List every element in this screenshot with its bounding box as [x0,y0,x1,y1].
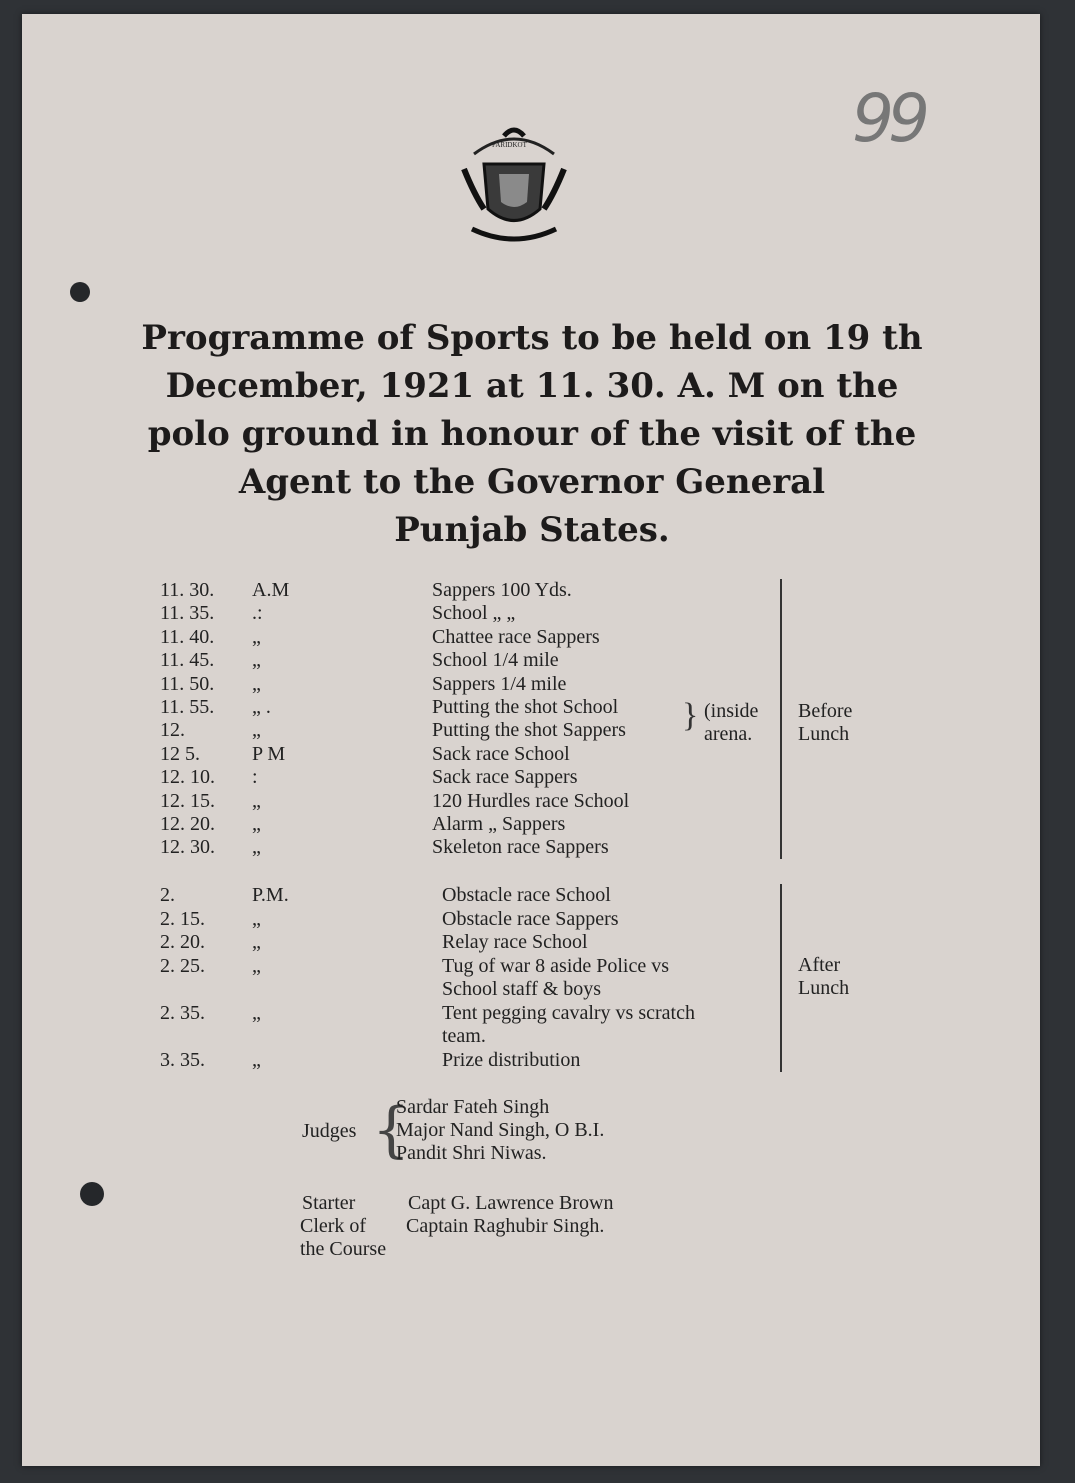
schedule-time-suffix: .: [252,602,263,625]
schedule-time-suffix: A.M [252,579,290,601]
schedule-event: Chattee race Sappers [432,625,600,648]
schedule-event: Tent pegging cavalry vs scratch [442,1001,695,1024]
schedule-event: Sack race School [432,742,570,765]
judges-label: Judges [302,1120,357,1142]
schedule-event: Sappers 100 Yds. [432,579,572,601]
after-lunch-label: After Lunch [798,954,850,999]
schedule-time-suffix: „ [252,813,261,835]
schedule-event: Putting the shot Sappers [432,719,626,742]
schedule-time-suffix: „ [252,954,261,977]
punch-hole [80,1182,104,1206]
title-line: polo ground in honour of the visit of the [147,414,917,454]
title-line: Programme of Sports to be held on 19 th [141,318,923,358]
schedule-event: team. [442,1025,486,1047]
schedule-event: School 1/4 mile [432,649,559,672]
clerk-label: Clerk of the Course [300,1215,387,1260]
crest-motto: FARIDKOT [492,141,527,149]
schedule-time: 2. 25. [160,954,205,977]
schedule-event: Sack race Sappers [432,766,578,789]
schedule-time: 11. 55. [160,696,215,718]
schedule-time: 2. 20. [160,931,205,953]
schedule-time-suffix: „ [252,719,261,742]
schedule-time-suffix: „ [252,649,261,672]
title-line: Punjab States. [394,510,670,550]
coat-of-arms-crest [444,114,584,254]
schedule-event: Sappers 1/4 mile [432,672,567,695]
schedule-time-suffix: „ [252,672,261,695]
starter-name: Capt G. Lawrence Brown [408,1192,614,1214]
clerk-name: Captain Raghubir Singh. [406,1215,605,1237]
schedule-time: 2. 35. [160,1001,205,1024]
schedule-time-suffix: „ . [252,696,271,718]
schedule-time: 12. 20. [160,813,215,835]
schedule-time: 11. 50. [160,672,215,695]
before-lunch-bracket [774,579,782,859]
schedule-time: 2. [160,884,175,906]
schedule-event: 120 Hurdles race School [432,789,630,812]
schedule-time: 11. 30. [160,579,215,601]
before-lunch-label: Before Lunch [798,700,853,745]
starter-label: Starter [302,1192,356,1214]
after-lunch-bracket [774,884,782,1072]
schedule-event: Skeleton race Sappers [432,836,609,859]
schedule-time: 12. 30. [160,836,215,859]
schedule-time-suffix: „ [252,1048,261,1071]
schedule-event: School staff & boys [442,978,602,1000]
schedule-event: Tug of war 8 aside Police vs [442,954,670,977]
schedule-time: 11. 45. [160,649,215,672]
schedule-time: 11. 35. [160,602,215,625]
schedule-time: 2. 15. [160,907,205,930]
schedule-time-suffix: „ [252,907,261,930]
judges-list: Sardar Fateh Singh Major Nand Singh, O B.I. Pandit Shri Niwas. [396,1096,605,1164]
schedule-time-suffix: „ [252,625,261,648]
schedule-time: 12 5. [160,742,200,765]
schedule-time: 12. 10. [160,766,215,789]
schedule-time-suffix: „ [252,789,261,812]
schedule-time-suffix: „ [252,836,261,859]
programme-title [112,314,952,554]
schedule-time: 3. 35. [160,1048,205,1071]
inside-arena-note: (inside arena. [704,700,759,745]
schedule-time-suffix: „ [252,931,261,953]
schedule-time-suffix: P M [252,742,286,765]
schedule-time: 12. 15. [160,789,215,812]
schedule-event: Obstacle race School [442,884,611,906]
schedule-event: Prize distribution [442,1048,581,1071]
page-number: 99 [852,80,924,157]
schedule-event: Alarm „ Sappers [432,813,566,835]
title-line: December, 1921 at 11. 30. A. M on the [165,366,899,406]
schedule-event: Relay race School [442,931,588,953]
schedule-time-suffix: „ [252,1001,261,1024]
schedule-time: 11. 40. [160,625,215,648]
schedule-event: Obstacle race Sappers [442,907,619,930]
title-line: Agent to the Governor General [238,462,826,502]
schedule-event: Putting the shot School [432,696,619,718]
arena-brace: } [682,697,699,734]
document-page [22,14,1040,1466]
schedule-time-suffix: P.M. [252,884,289,906]
punch-hole [70,282,90,302]
schedule-event: School „ „ [432,602,516,625]
judges-brace: { [372,1095,411,1165]
schedule-time: 12. [160,719,185,742]
schedule-time-suffix: : [252,766,258,789]
